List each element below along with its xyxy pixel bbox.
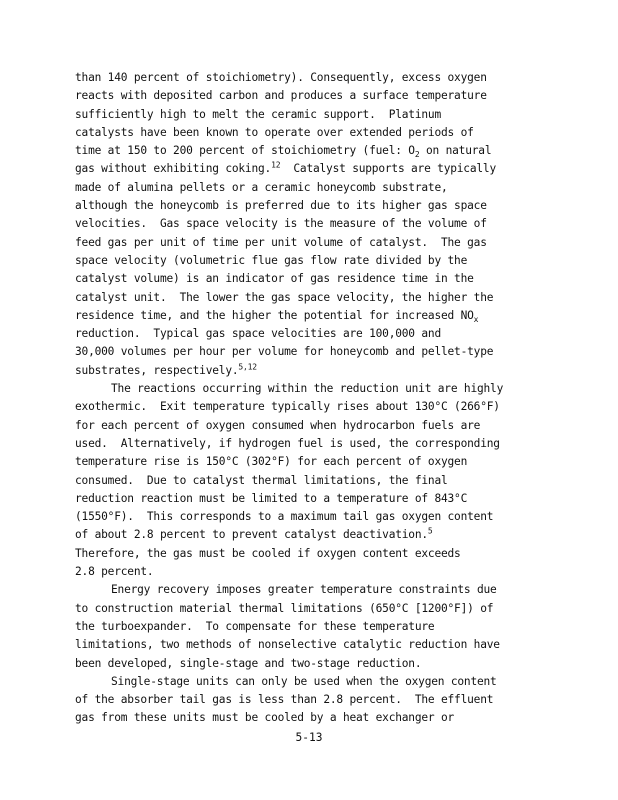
- subscript: x: [473, 315, 479, 325]
- text-segment: of the absorber tail gas is less than 2.8 percent. The effluent: [75, 693, 494, 707]
- text-segment: 30,000 volumes per hour per volume for honeycomb and pellet-type: [75, 345, 494, 359]
- text-line: [75, 289, 557, 307]
- text-segment: for each percent of oxygen consumed when hydrocarbon fuels are: [75, 418, 481, 432]
- text-segment: of about 2.8 percent to prevent catalyst deactivation.: [75, 528, 428, 542]
- text-segment: Single-stage units can only be used when the oxygen content: [111, 674, 497, 688]
- text-segment: catalyst unit. The lower the gas space velocity, the higher the: [75, 290, 494, 304]
- text-segment: reacts with deposited carbon and produces a surface temperature: [75, 89, 487, 103]
- text-line: [75, 124, 557, 142]
- text-segment: than 140 percent of stoichiometry). Consequently, excess oxygen: [75, 71, 487, 84]
- subscript: 2: [414, 150, 420, 160]
- text-segment: time at 150 to 200 percent of stoichiometry (fuel: O: [75, 144, 415, 158]
- text-segment: feed gas per unit of time per unit volume of catalyst. The gas: [75, 235, 487, 249]
- body-text: [75, 69, 557, 728]
- text-segment: The reactions occurring within the reduction unit are highly: [111, 382, 504, 396]
- text-line: [75, 453, 557, 471]
- text-line: [75, 106, 557, 124]
- citation-superscript: 5,12: [238, 362, 257, 372]
- text-segment: temperature rise is 150°C (302°F) for each percent of oxygen: [75, 455, 468, 469]
- text-line: [75, 398, 557, 416]
- text-segment: on natural: [419, 144, 492, 158]
- text-line: [75, 673, 557, 691]
- text-line: [75, 215, 557, 233]
- text-line: [75, 417, 557, 435]
- text-line: [75, 362, 557, 380]
- text-line: [75, 563, 557, 581]
- text-line: [75, 472, 557, 490]
- text-line: [75, 142, 557, 160]
- text-line: [75, 545, 557, 563]
- text-line: [75, 325, 557, 343]
- text-segment: residence time, and the higher the potential for increased NO: [75, 308, 474, 322]
- text-line: [75, 691, 557, 709]
- text-segment: sufficiently high to melt the ceramic support. Platinum: [75, 107, 441, 121]
- text-line: [75, 709, 557, 727]
- text-segment: consumed. Due to catalyst thermal limitations, the final: [75, 473, 448, 487]
- text-segment: gas without exhibiting coking.: [75, 162, 272, 176]
- text-segment: (1550°F). This corresponds to a maximum tail gas oxygen content: [75, 510, 494, 524]
- text-line: [75, 380, 557, 398]
- text-segment: reduction reaction must be limited to a temperature of 843°C: [75, 491, 468, 505]
- text-line: [75, 490, 557, 508]
- text-line: [75, 655, 557, 673]
- text-line: [75, 307, 557, 325]
- text-line: [75, 179, 557, 197]
- text-segment: Therefore, the gas must be cooled if oxygen content exceeds: [75, 546, 461, 560]
- text-line: [75, 435, 557, 453]
- page-number: 5-13: [295, 731, 323, 744]
- citation-superscript: 12: [271, 160, 281, 170]
- text-line: [75, 508, 557, 526]
- text-segment: 2.8 percent.: [75, 565, 154, 579]
- text-line: [75, 343, 557, 361]
- text-segment: gas from these units must be cooled by a heat exchanger or: [75, 711, 455, 725]
- text-segment: the turboexpander. To compensate for these temperature: [75, 619, 435, 633]
- text-segment: made of alumina pellets or a ceramic honeycomb substrate,: [75, 180, 448, 194]
- text-segment: Energy recovery imposes greater temperature constraints due: [111, 583, 497, 597]
- text-segment: substrates, respectively.: [75, 363, 239, 377]
- text-line: [75, 526, 557, 544]
- text-line: [75, 87, 557, 105]
- text-segment: exothermic. Exit temperature typically rises about 130°C (266°F): [75, 400, 500, 414]
- text-segment: although the honeycomb is preferred due to its higher gas space: [75, 199, 487, 213]
- text-line: [75, 581, 557, 599]
- text-line: [75, 234, 557, 252]
- text-segment: catalysts have been known to operate over extended periods of: [75, 125, 474, 139]
- text-line: [75, 160, 557, 178]
- text-line: [75, 69, 557, 87]
- text-segment: velocities. Gas space velocity is the measure of the volume of: [75, 217, 487, 231]
- text-segment: space velocity (volumetric flue gas flow rate divided by the: [75, 253, 468, 267]
- text-segment: to construction material thermal limitations (650°C [1200°F]) of: [75, 601, 494, 615]
- text-line: [75, 197, 557, 215]
- citation-superscript: 5: [427, 526, 433, 536]
- text-line: [75, 252, 557, 270]
- text-line: [75, 600, 557, 618]
- text-segment: Catalyst supports are typically: [280, 162, 496, 176]
- text-segment: reduction. Typical gas space velocities are 100,000 and: [75, 327, 441, 341]
- text-segment: been developed, single-stage and two-stage reduction.: [75, 656, 422, 670]
- text-line: [75, 270, 557, 288]
- text-line: [75, 618, 557, 636]
- text-segment: catalyst volume) is an indicator of gas residence time in the: [75, 272, 474, 286]
- text-segment: used. Alternatively, if hydrogen fuel is used, the corresponding: [75, 436, 500, 450]
- text-segment: limitations, two methods of nonselective catalytic reduction have: [75, 638, 500, 652]
- text-line: [75, 636, 557, 654]
